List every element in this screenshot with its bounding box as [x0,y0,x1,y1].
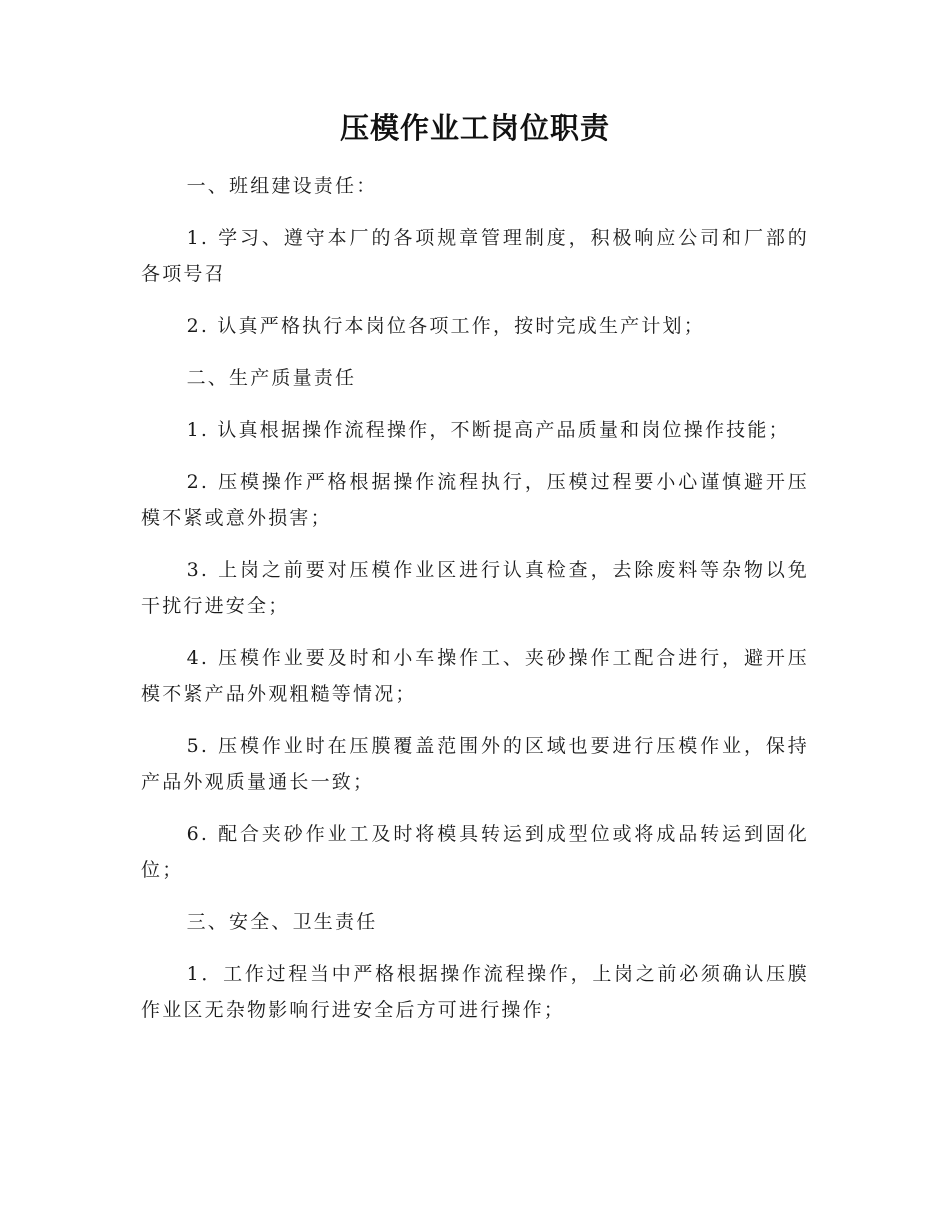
paragraph-item: 6. 配合夹砂作业工及时将模具转运到成型位或将成品转运到固化位； [141,823,809,881]
paragraph-item: 2. 压模操作严格根据操作流程执行，压模过程要小心谨慎避开压模不紧或意外损害； [141,471,809,529]
document-title: 压模作业工岗位职责 [339,111,610,145]
document-body [141,108,809,1028]
section-heading-team-building: 一、班组建设责任： [186,175,378,197]
paragraph-item: 1. 学习、遵守本厂的各项规章管理制度，积极响应公司和厂部的各项号召 [141,227,809,285]
section-heading-safety-hygiene: 三、安全、卫生责任 [186,911,378,933]
paragraph-item: 1. 认真根据操作流程操作，不断提高产品质量和岗位操作技能； [186,419,790,441]
paragraph-item: 2. 认真严格执行本岗位各项工作，按时完成生产计划； [186,315,705,337]
paragraph-item: 1．工作过程当中严格根据操作流程操作，上岗之前必须确认压膜作业区无杂物影响行进安全后方可进行操作； [141,963,809,1021]
paragraph-item: 3. 上岗之前要对压模作业区进行认真检查，去除废料等杂物以免干扰行进安全； [141,559,809,617]
paragraph-item: 5. 压模作业时在压膜覆盖范围外的区域也要进行压模作业，保持产品外观质量通长一致； [141,735,809,793]
section-heading-production-quality: 二、生产质量责任 [186,367,357,389]
paragraph-item: 4. 压模作业要及时和小车操作工、夹砂操作工配合进行，避开压模不紧产品外观粗糙等情况； [141,647,809,705]
